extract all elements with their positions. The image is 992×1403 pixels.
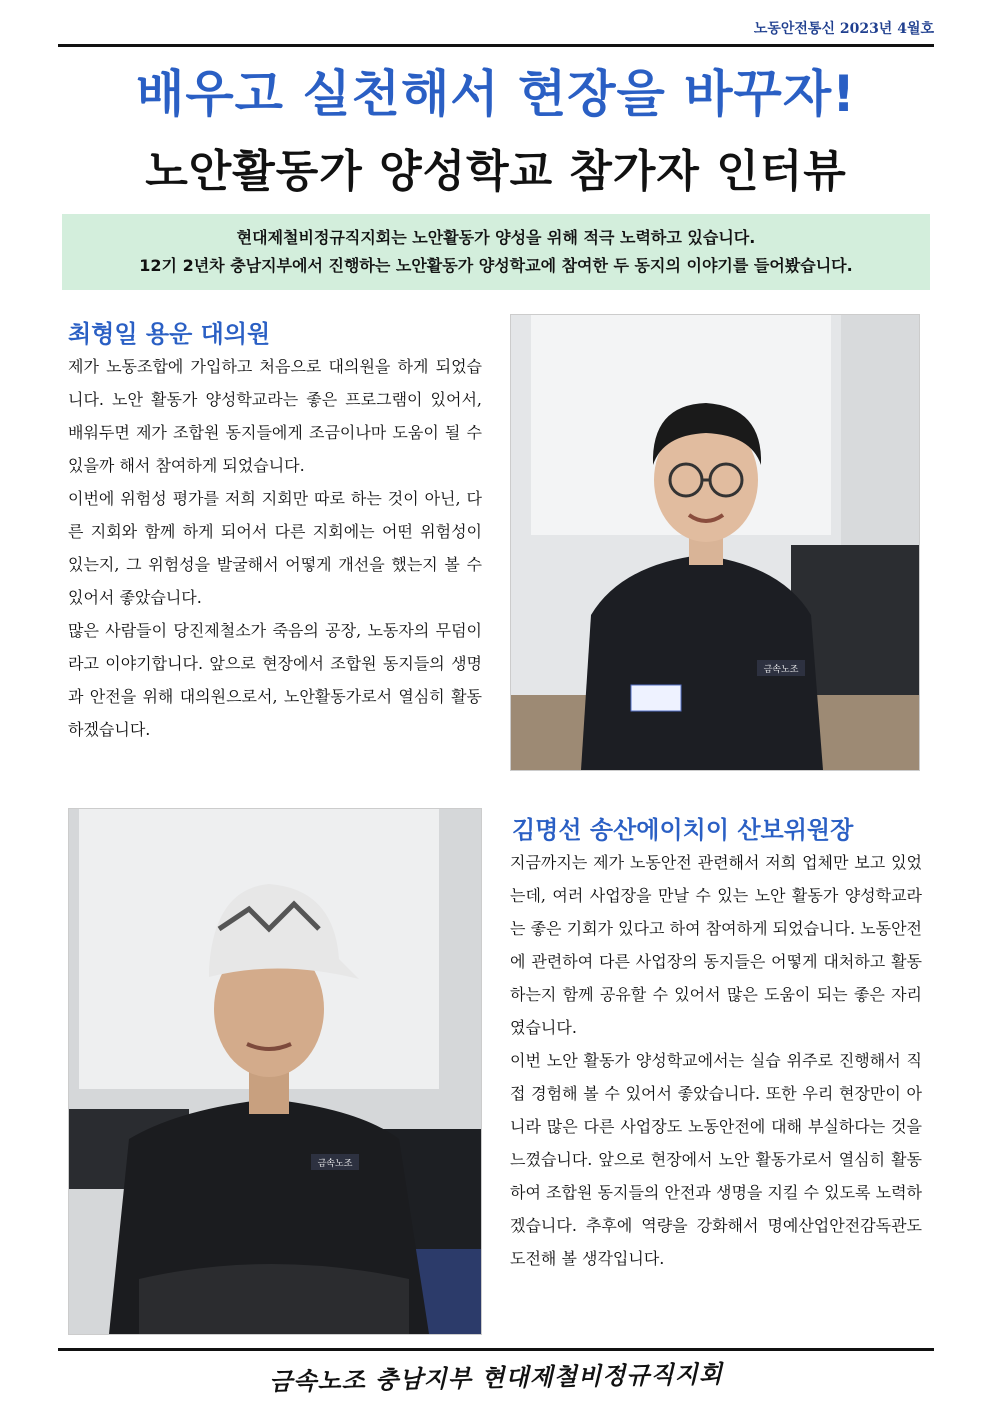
masthead: 노동안전통신 2023년 4월호	[753, 21, 934, 37]
interview-2-paragraph: 이번 노안 활동가 양성학교에서는 실습 위주로 진행해서 직접 경험해 볼 수 있어서 좋았습니다. 또한 우리 현장만이 아니라 많은 다른 사업장도 노동안전에 대해 부실하다는 것을 느꼈습니다. 앞으로 현장에서 노안 활동가로서 열심히 활동하여 조합원 동지들의 안전과 생명을 지킬 수 있도록 노력하겠습니다. 추후에 역량을 강화해서 명예산업안전감독관도 도전해 볼 생각입니다.	[510, 1051, 922, 1268]
intro-line-1: 현대제철비정규직지회는 노안활동가 양성을 위해 적극 노력하고 있습니다.	[236, 228, 756, 247]
interviewee-2-name: 김명선 송산에이치이 산보위원장	[512, 816, 854, 844]
top-rule	[58, 44, 934, 47]
interviewee-2-photo	[68, 808, 482, 1335]
bottom-rule	[58, 1348, 934, 1351]
interview-2-text	[510, 846, 922, 1275]
headline: 배우고 실천해서 현장을 바꾸자!	[136, 65, 856, 123]
interviewee-2-photo-illustration	[69, 809, 481, 1334]
footer-signature: 금속노조 충남지부 현대제철비정규직지회	[268, 1359, 724, 1396]
intro-line-2: 12기 2년차 충남지부에서 진행하는 노안활동가 양성학교에 참여한 두 동지의 이야기를 들어봤습니다.	[139, 256, 853, 275]
intro-box	[62, 214, 930, 290]
subheadline: 노안활동가 양성학교 참가자 인터뷰	[145, 146, 847, 197]
interviewee-1-name: 최형일 용운 대의원	[68, 320, 271, 348]
interview-2-paragraph: 지금까지는 제가 노동안전 관련해서 저희 업체만 보고 있었는데, 여러 사업장을 만날 수 있는 노안 활동가 양성학교라는 좋은 기회가 있다고 하여 참여하게 되었습니다. 노동안전에 관련하여 다른 사업장의 동지들은 어떻게 대처하고 활동하는지 함께 공유할 수 있어서 많은 도움이 되는 좋은 자리였습니다.	[510, 853, 922, 1037]
interviewee-1-photo	[510, 314, 920, 771]
vest-logo-text: 금속노조	[317, 1159, 353, 1169]
interview-1-paragraph: 제가 노동조합에 가입하고 처음으로 대의원을 하게 되었습니다. 노안 활동가 양성학교라는 좋은 프로그램이 있어서, 배워두면 제가 조합원 동지들에게 조금이나마 도움이 될 수 있을까 해서 참여하게 되었습니다.	[68, 357, 482, 475]
interview-1-paragraph: 많은 사람들이 당진제철소가 죽음의 공장, 노동자의 무덤이라고 이야기합니다. 앞으로 현장에서 조합원 동지들의 생명과 안전을 위해 대의원으로서, 노안활동가로서 열심히 활동하겠습니다.	[68, 621, 482, 739]
interview-1-text	[68, 350, 482, 746]
interviewee-1-photo-illustration	[511, 315, 919, 770]
vest-logo-text: 금속노조	[763, 665, 799, 675]
interview-1-paragraph: 이번에 위험성 평가를 저희 지회만 따로 하는 것이 아닌, 다른 지회와 함께 하게 되어서 다른 지회에는 어떤 위험성이 있는지, 그 위험성을 발굴해서 어떻게 개선을 했는지 볼 수 있어서 좋았습니다.	[68, 489, 482, 607]
